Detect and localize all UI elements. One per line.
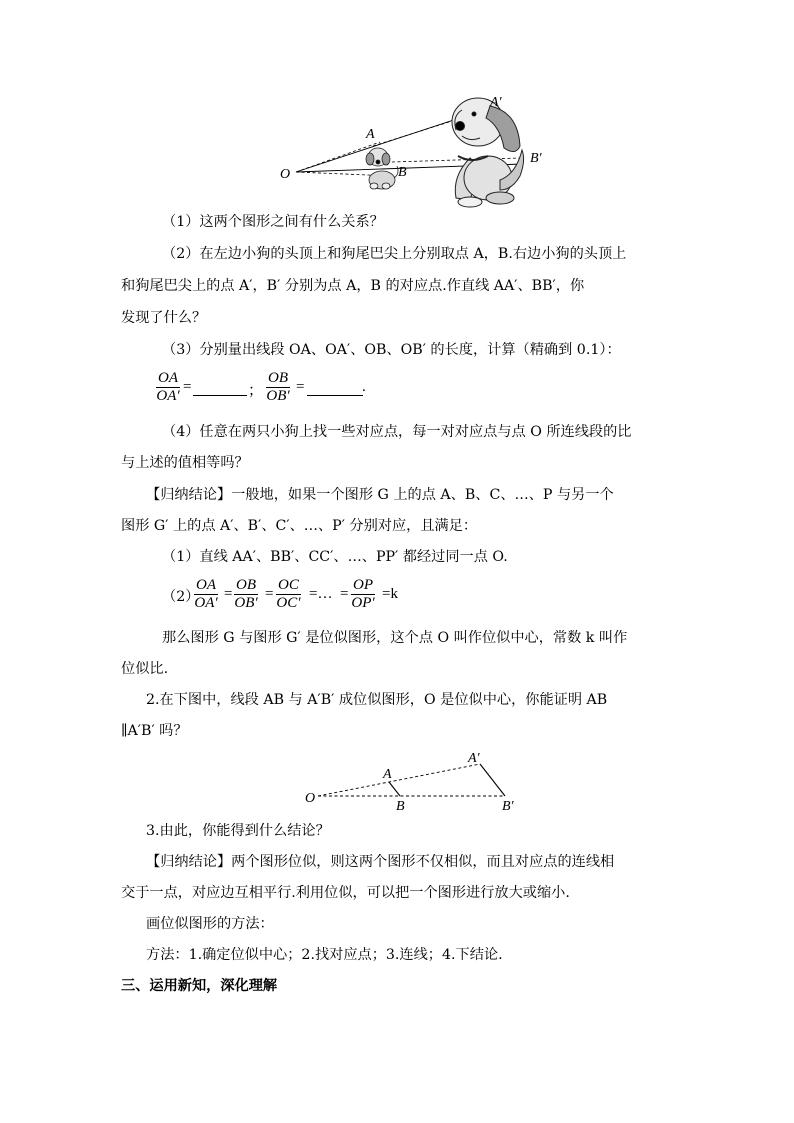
equals-c: = — [340, 586, 349, 602]
equals-sign-2: = — [296, 379, 305, 395]
large-dog-illustration — [452, 98, 524, 207]
conclusion-1-line-1: 【归纳结论】一般地，如果一个图形 G 上的点 A、B、C、…、P 与另一个 — [146, 487, 614, 503]
answer-blank-1[interactable] — [193, 395, 247, 396]
fig2-label-B-prime: B′ — [502, 799, 514, 814]
conclusion-2-line-1: 【归纳结论】两个图形位似，则这两个图形不仅相似，而且对应点的连线相 — [146, 854, 615, 870]
fraction-oa: $\frac{OA}{OA'}$ — [156, 370, 180, 404]
method-title: 画位似图形的方法： — [146, 916, 274, 932]
label-B-prime: B′ — [530, 151, 542, 166]
equals-k: =k — [382, 586, 398, 602]
question-2-line-2: 和狗尾巴尖上的点 A′，B′ 分别为点 A，B 的对应点.作直线 AA′、BB′，你 — [121, 278, 585, 294]
label-A-prime: A′ — [490, 95, 502, 110]
question-4-line-2: 与上述的值相等吗？ — [121, 455, 249, 471]
segment-homothety-figure — [0, 750, 794, 820]
fraction-op: $\frac{OP}{OP'}$ — [351, 577, 375, 611]
conclusion-1-line-3: 那么图形 G 与图形 G′ 是位似图形，这个点 O 叫作位似中心，常数 k 叫作 — [162, 630, 628, 646]
question-2-section-line-2: ∥A′B′ 吗？ — [121, 723, 188, 739]
fig2-label-A-prime: A′ — [468, 751, 480, 766]
period: . — [362, 379, 366, 395]
method-steps: 方法：1.确定位似中心；2.找对应点；3.连线；4.下结论. — [146, 947, 503, 963]
label-A: A — [366, 127, 375, 142]
equals-b: = — [265, 586, 274, 602]
fig2-label-O: O — [305, 791, 316, 806]
conclusion-2-line-2: 交于一点，对应边互相平行.利用位似，可以把一个图形进行放大或缩小. — [121, 885, 570, 901]
section-heading: 三、运用新知，深化理解 — [121, 978, 278, 994]
equals-sign: = — [183, 379, 192, 395]
item-2-prefix: （2） — [162, 589, 200, 605]
question-4-line-1: （4）任意在两只小狗上找一些对应点，每一对对应点与点 O 所连线段的比 — [162, 424, 632, 440]
conclusion-1-item-1: （1）直线 AA′、BB′、CC′、…、PP′ 都经过同一点 O. — [162, 549, 508, 565]
question-2-line-1: （2）在左边小狗的头顶上和狗尾巴尖上分别取点 A，B.右边小狗的头顶上 — [162, 246, 627, 262]
question-3-section: 3.由此，你能得到什么结论？ — [146, 823, 330, 839]
question-3: （3）分别量出线段 OA、OA′、OB、OB′ 的长度，计算（精确到 0.1）： — [162, 342, 621, 358]
semicolon: ； — [248, 383, 264, 399]
fig2-label-B: B — [396, 799, 405, 814]
equals-ellipsis: =… — [309, 586, 333, 602]
fraction-oc: $\frac{OC}{OC'}$ — [276, 577, 301, 611]
question-2-line-3: 发现了什么？ — [121, 310, 207, 326]
conclusion-1-line-4: 位似比. — [121, 661, 169, 677]
answer-blank-2[interactable] — [307, 395, 363, 396]
equals-a: = — [224, 586, 233, 602]
homothety-dogs-figure — [0, 80, 794, 300]
fraction-oa-2: $\frac{OA}{OA'}$ — [194, 577, 218, 611]
question-2-section-line-1: 2.在下图中，线段 AB 与 A′B′ 成位似图形，O 是位似中心，你能证明 AB — [146, 692, 608, 708]
question-1: （1）这两个图形之间有什么关系？ — [162, 214, 384, 230]
label-B: B — [398, 165, 407, 180]
conclusion-1-line-2: 图形 G′ 上的点 A′、B′、C′、…、P′ 分别对应，且满足： — [121, 518, 478, 534]
fraction-ob: $\frac{OB}{OB'}$ — [266, 370, 290, 404]
fraction-ob-2: $\frac{OB}{OB'}$ — [234, 577, 258, 611]
label-O: O — [280, 167, 291, 182]
fig2-label-A: A — [383, 767, 392, 782]
